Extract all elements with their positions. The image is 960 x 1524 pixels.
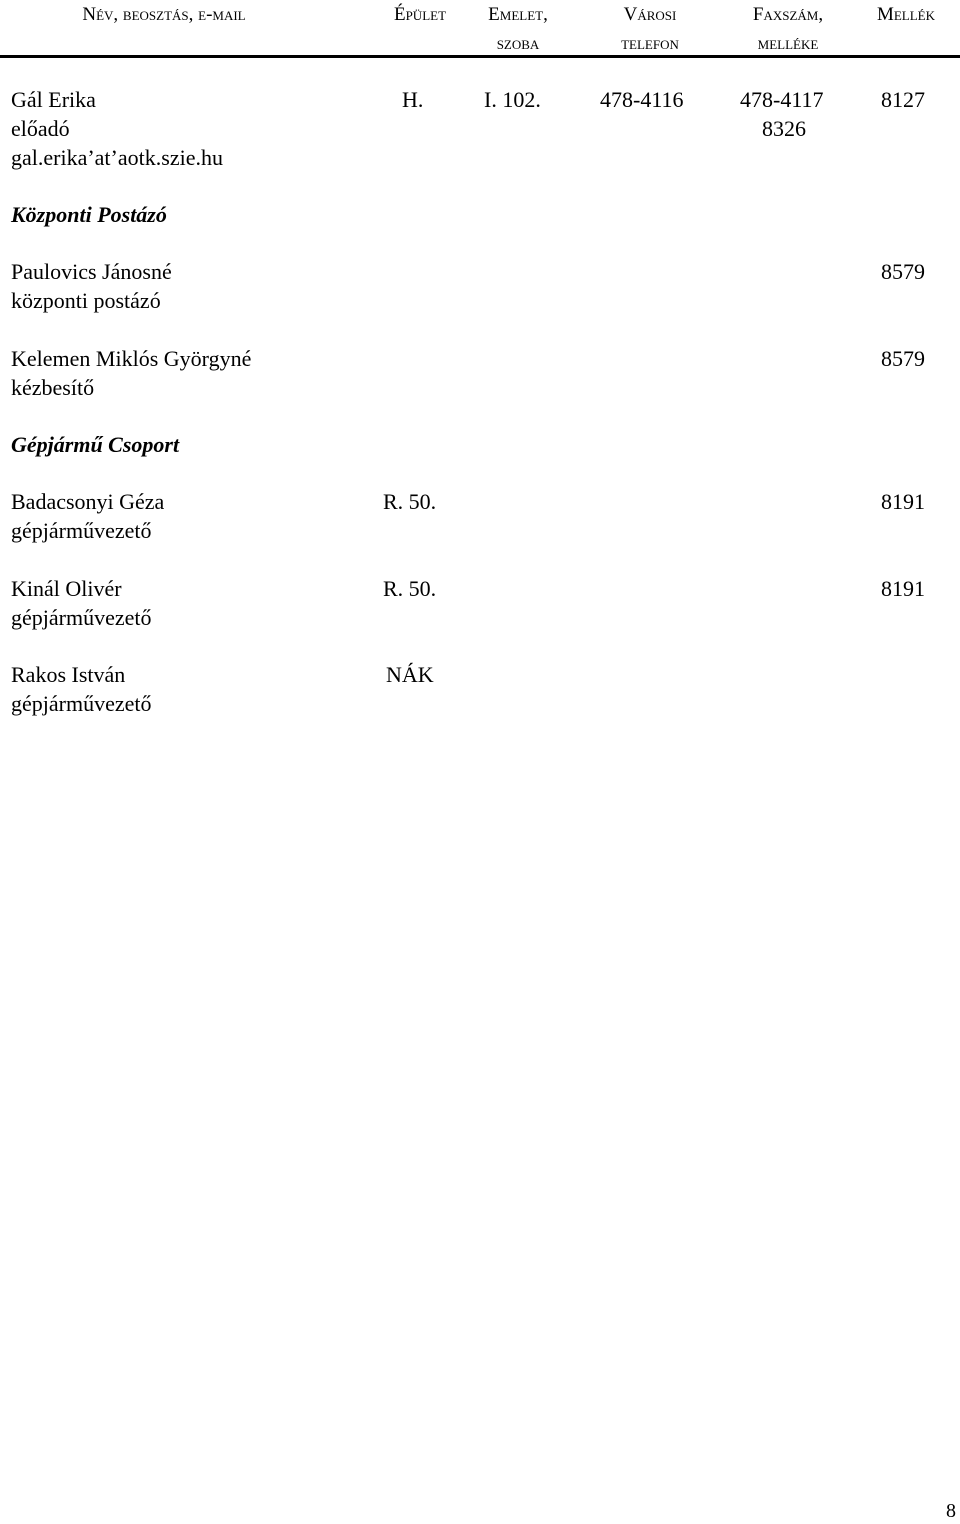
page-number: 8 [946, 1500, 956, 1522]
entry-ext: 8191 [881, 489, 925, 514]
entry-ext: 8191 [881, 576, 925, 601]
header-city-phone-column [590, 0, 710, 58]
header-fax-column [724, 0, 852, 58]
header-floor-column [464, 0, 572, 58]
entry-title: gépjárművezető [11, 605, 152, 630]
header-city-line1: Városi [623, 4, 677, 25]
section-title-gepjarmu: Gépjármű Csoport [11, 432, 180, 457]
header-ext-column: Mellék [876, 4, 936, 25]
entry-building: R. 50. [383, 576, 437, 601]
header-floor-line2: szoba [496, 33, 540, 54]
entry-ext: 8579 [881, 259, 925, 284]
entry-title: előadó [11, 116, 70, 141]
section-title-postazo: Központi Postázó [11, 202, 167, 227]
entry-email: gal.erika’at’aotk.szie.hu [11, 145, 223, 170]
entry-title: gépjárművezető [11, 691, 152, 716]
entry-title: kézbesítő [11, 375, 95, 400]
entry-city-phone: 478-4116 [600, 87, 684, 112]
entry-name: Paulovics Jánosné [11, 259, 172, 284]
entry-building: H. [402, 87, 424, 112]
table-header [0, 0, 960, 58]
entry-ext: 8579 [881, 346, 925, 371]
entry-name: Rakos István [11, 662, 126, 687]
header-name-column: Név, beosztás, e-mail [82, 4, 246, 25]
entry-name: Gál Erika [11, 87, 96, 112]
entry-name: Badacsonyi Géza [11, 489, 165, 514]
header-building-column: Épület [393, 4, 447, 25]
header-fax-line1: Faxszám, [752, 4, 824, 25]
entry-title: gépjárművezető [11, 518, 152, 543]
header-fax-line2: melléke [757, 33, 819, 54]
header-city-line2: telefon [621, 33, 679, 54]
header-floor-line1: Emelet, [488, 4, 548, 25]
entry-name: Kelemen Miklós Györgyné [11, 346, 252, 371]
entry-building: R. 50. [383, 489, 437, 514]
entry-fax-ext: 8326 [762, 116, 806, 141]
entry-title: központi postázó [11, 288, 161, 313]
entry-fax: 478-4117 [740, 87, 824, 112]
entry-floor-room: I. 102. [484, 87, 541, 112]
entry-name: Kinál Olivér [11, 576, 122, 601]
entry-ext: 8127 [881, 87, 925, 112]
entry-building: NÁK [386, 662, 434, 687]
